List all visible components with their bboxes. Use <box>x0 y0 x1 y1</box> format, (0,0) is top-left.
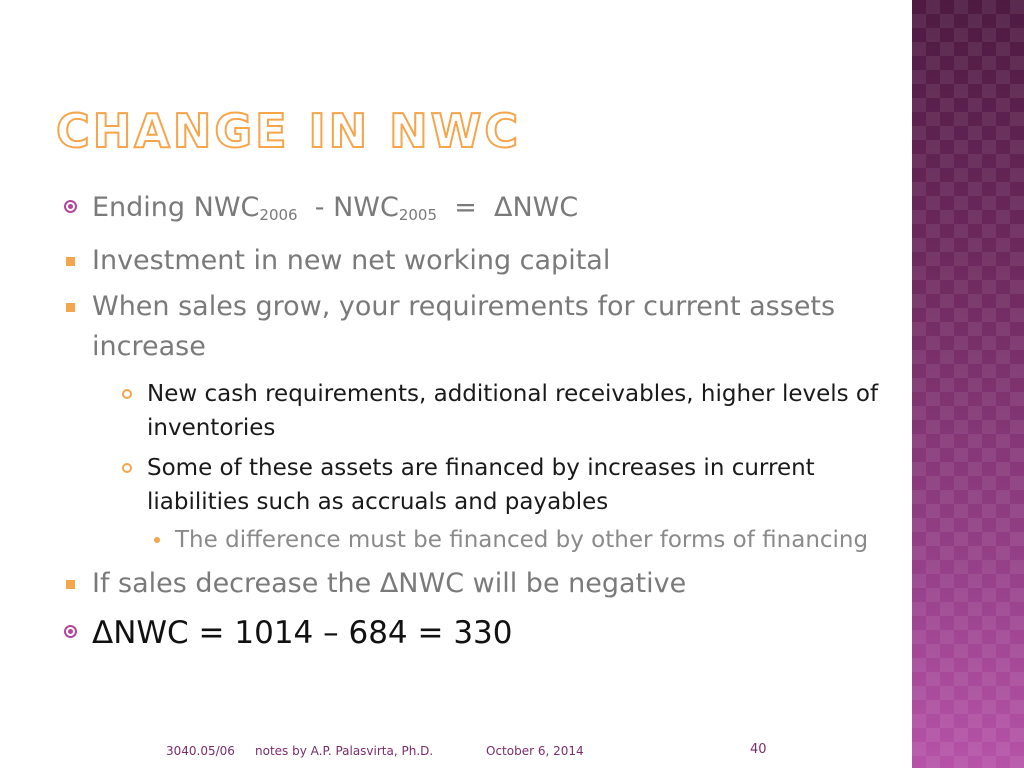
square-bullet-icon <box>66 580 75 589</box>
square-bullet-icon <box>66 303 75 312</box>
ring-bullet-icon <box>122 463 132 473</box>
sub-bullet-financed-liabilities: Some of these assets are financed by increases in current liabilities such as accruals and payables <box>62 451 882 519</box>
bullet-nwc-calculation: ΔNWC = 1014 – 684 = 330 <box>62 610 882 656</box>
bullet-sales-grow: When sales grow, your requirements for current assets increase <box>62 287 882 367</box>
bullet-investment: Investment in new net working capital <box>62 241 882 281</box>
dot-bullet-icon <box>154 537 160 543</box>
sub-bullet-cash-requirements: New cash requirements, additional receivables, higher levels of inventories <box>62 377 882 445</box>
footer-page-number: 40 <box>750 742 767 757</box>
target-bullet-icon <box>64 625 77 638</box>
footer-author: notes by A.P. Palasvirta, Ph.D. <box>255 744 434 758</box>
bullet-sales-decrease: If sales decrease the ΔNWC will be negative <box>62 564 882 604</box>
footer-date: October 6, 2014 <box>486 744 584 758</box>
sub-sub-bullet-difference: The difference must be financed by other forms of financing <box>62 523 882 558</box>
bullet-nwc-formula: Ending $NWC_{2006} - NWC_{2005} = \Delta NWC$ <box>62 188 882 235</box>
target-bullet-icon <box>64 200 77 213</box>
footer-course-code: 3040.05/06 <box>166 744 235 758</box>
slide-title: CHANGE IN NWC <box>56 104 522 158</box>
decorative-side-panel <box>912 0 1024 768</box>
bullet-list <box>62 188 882 656</box>
square-bullet-icon <box>66 257 75 266</box>
ring-bullet-icon <box>122 389 132 399</box>
